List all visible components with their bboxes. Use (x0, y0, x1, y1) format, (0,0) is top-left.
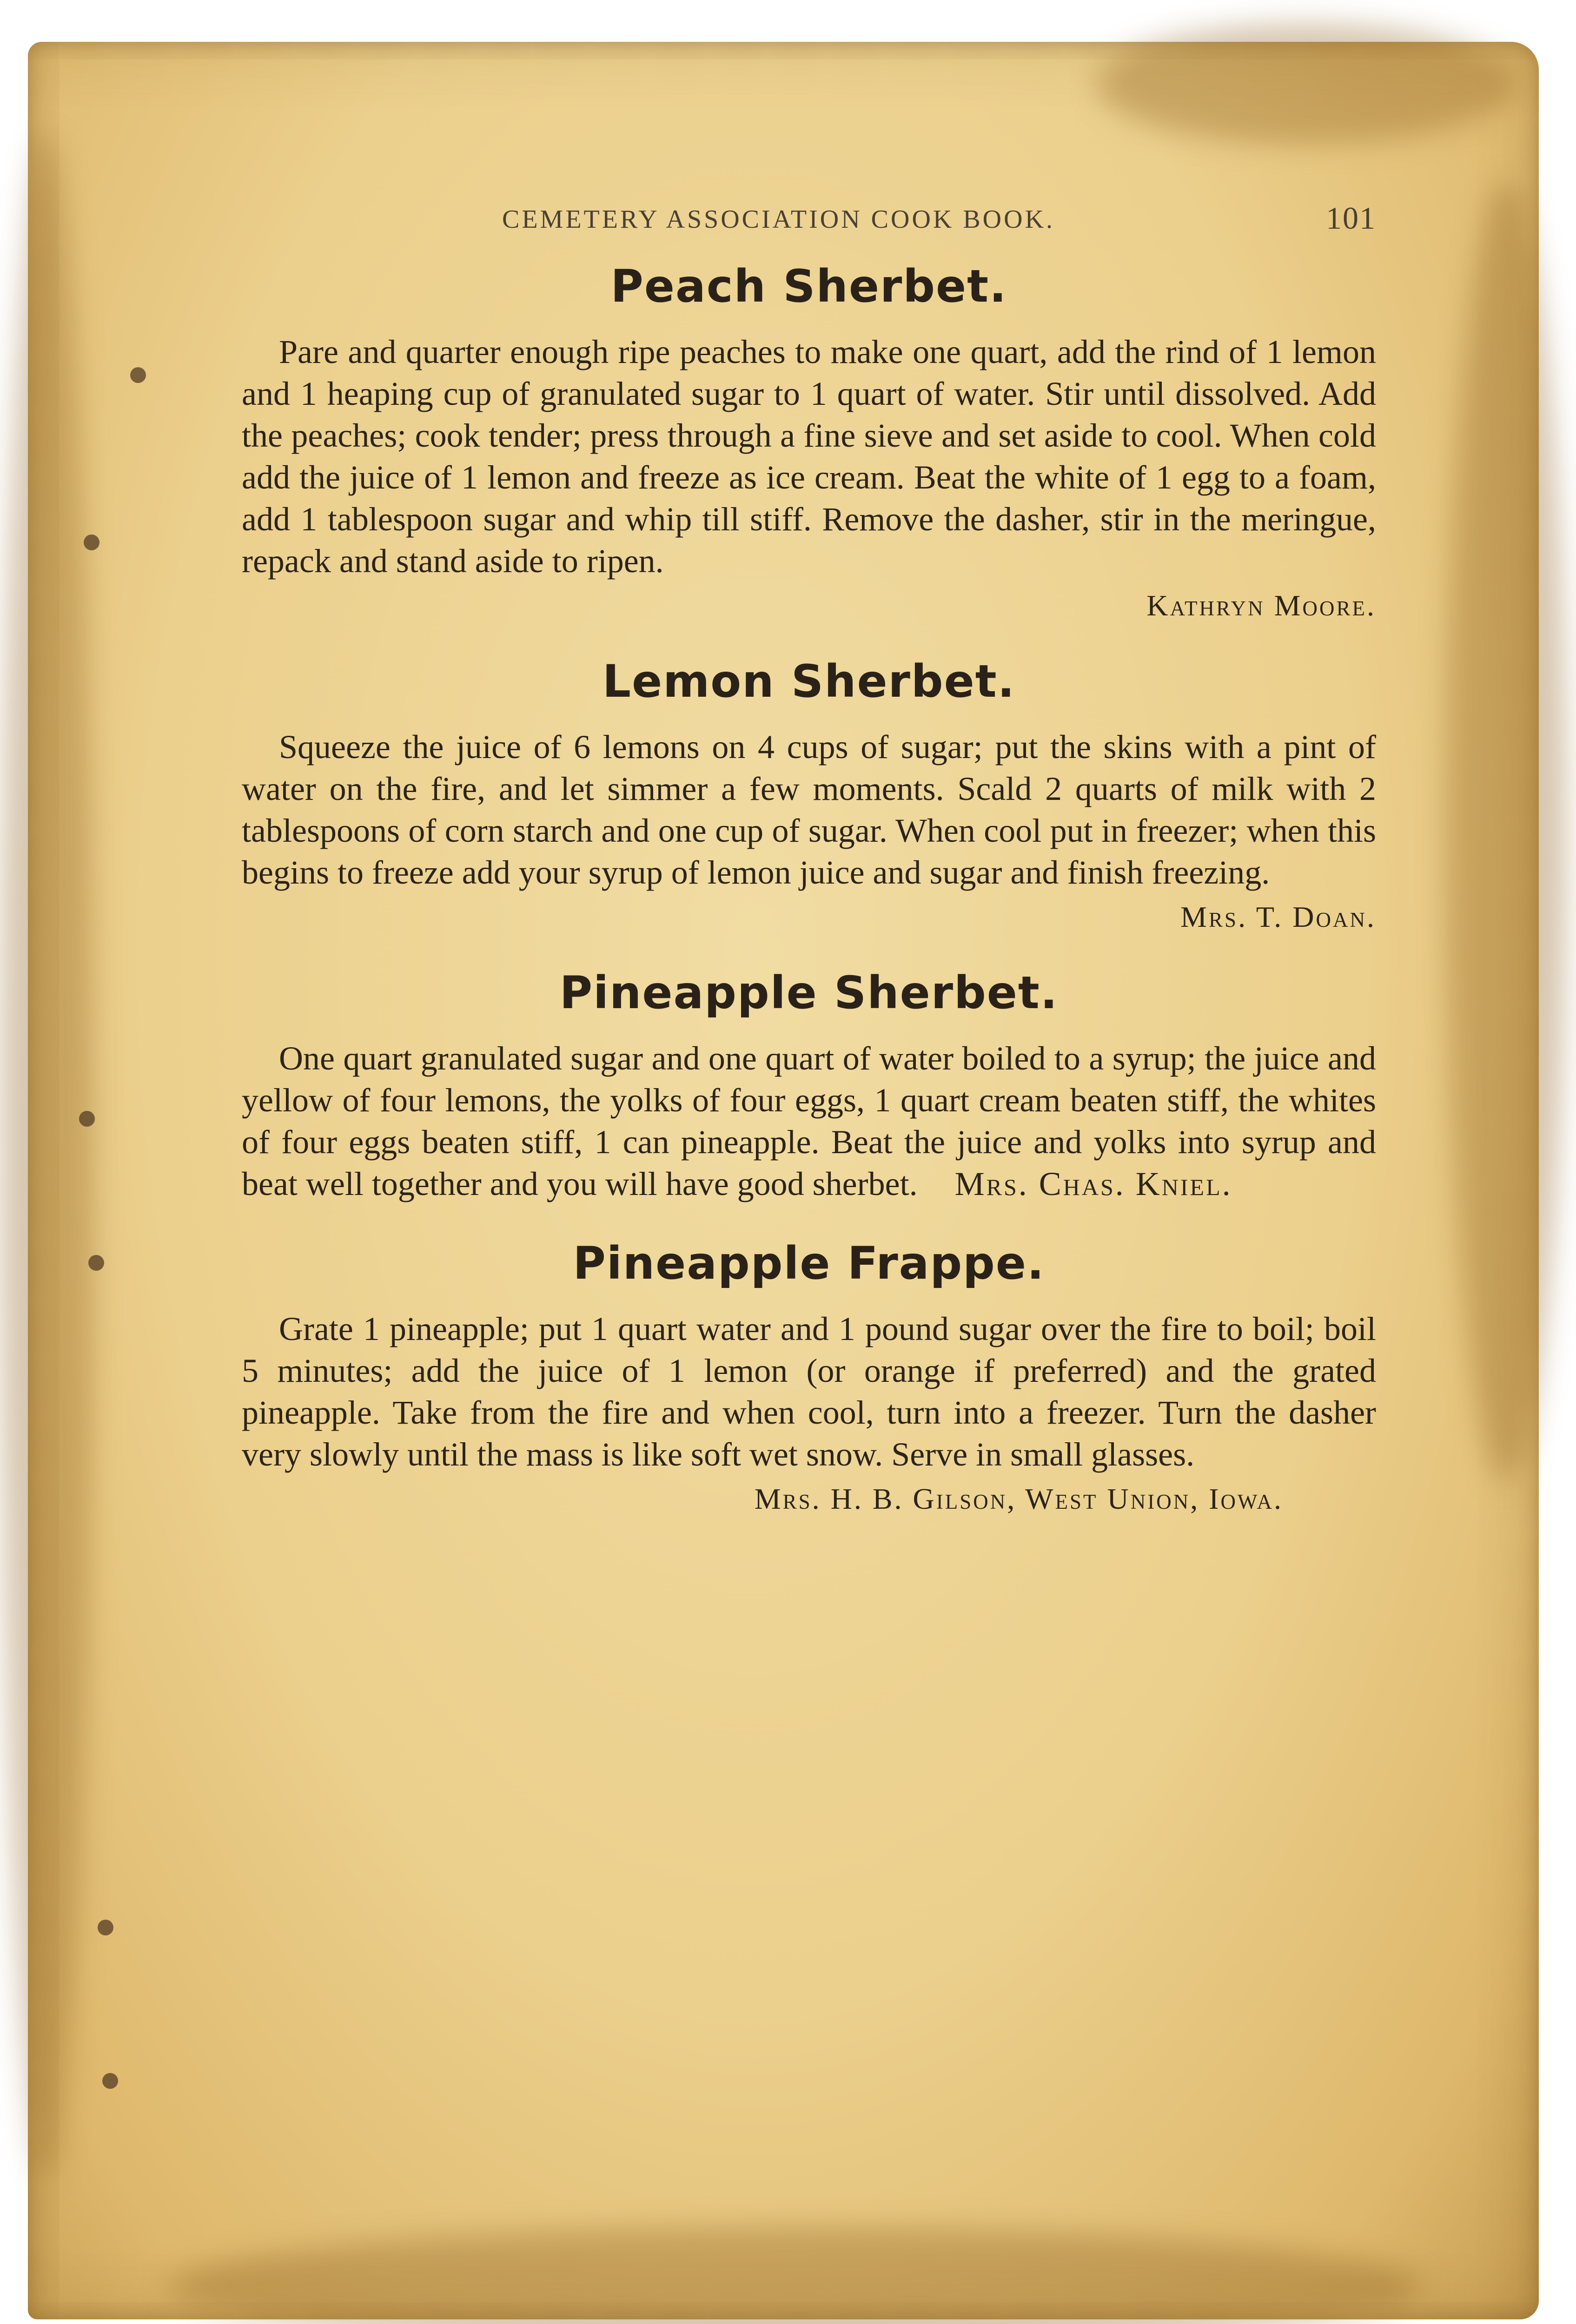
recipe-attribution: Mrs. H. B. Gilson, West Union, Iowa. (754, 1482, 1283, 1515)
recipe-body: Pare and quarter enough ripe peaches to make one quart, add the rind of 1 lemon and 1 heaping cup of granulated sugar to 1 quart of water. Stir until dissolved. Add the peaches; cook tender; press through a fine sieve and set aside to cool. When cold add the juice of 1 lemon and freeze as ice cream. Beat the white of 1 egg to a foam, add 1 tablespoon sugar and whip till stiff. Remove the dasher, stir in the meringue, repack and stand aside to ripen. (242, 333, 1376, 580)
binding-hole (130, 367, 146, 383)
binding-hole (79, 1111, 95, 1127)
recipe-title: Pineapple Sherbet. (559, 967, 1059, 1019)
recipe-pineapple-sherbet (242, 967, 1376, 1205)
recipe-peach-sherbet (242, 260, 1376, 623)
page-number: 101 (1326, 200, 1376, 236)
recipe-title: Peach Sherbet. (610, 260, 1007, 312)
age-stain-bottom (167, 2226, 1423, 2324)
book-title: CEMETERY ASSOCIATION COOK BOOK. (502, 205, 1055, 234)
recipe-attribution: Mrs. Chas. Kniel. (954, 1165, 1232, 1202)
running-head (242, 186, 1376, 236)
recipe-title: Lemon Sherbet. (602, 655, 1016, 707)
binding-hole (98, 1920, 113, 1935)
recipe-body: One quart granulated sugar and one quart of water boiled to a syrup; the juice and yellow of four lemons, the yolks of four eggs, 1 quart cream beaten stiff, the whites of four eggs beaten stiff, 1 can pineapple. Beat the juice and yolks into syrup and beat well together and you will have good sherbet. (242, 1040, 1376, 1202)
recipe-body: Grate 1 pineapple; put 1 quart water and 1 pound sugar over the fire to boil; boil 5 minutes; add the juice of 1 lemon (or orange if preferred) and the grated pineapple. Take from the fire and when cool, turn into a freezer. Turn the dasher very slowly until the mass is like soft wet snow. Serve in small glasses. (242, 1310, 1376, 1473)
binding-hole (84, 535, 99, 550)
recipe-body: Squeeze the juice of 6 lemons on 4 cups of sugar; put the skins with a pint of water on the fire, and let simmer a few moments. Scald 2 quarts of milk with 2 tablespoons of corn starch and one cup of sugar. When cool put in freezer; when this begins to freeze add your syrup of lemon juice and sugar and finish freezing. (242, 728, 1376, 891)
recipe-pineapple-frappe (242, 1237, 1376, 1516)
recipe-body-with-attribution (242, 1037, 1376, 1205)
binding-hole (88, 1255, 104, 1271)
age-stain-left (0, 135, 93, 2180)
page-content (242, 186, 1376, 1516)
age-stain-right (1446, 181, 1567, 1483)
recipe-lemon-sherbet (242, 655, 1376, 934)
recipe-attribution: Mrs. T. Doan. (1180, 900, 1376, 933)
age-stain-top (1097, 23, 1516, 144)
binding-hole (102, 2073, 118, 2089)
recipe-attribution: Kathryn Moore. (1146, 589, 1376, 622)
recipe-title: Pineapple Frappe. (573, 1237, 1045, 1289)
